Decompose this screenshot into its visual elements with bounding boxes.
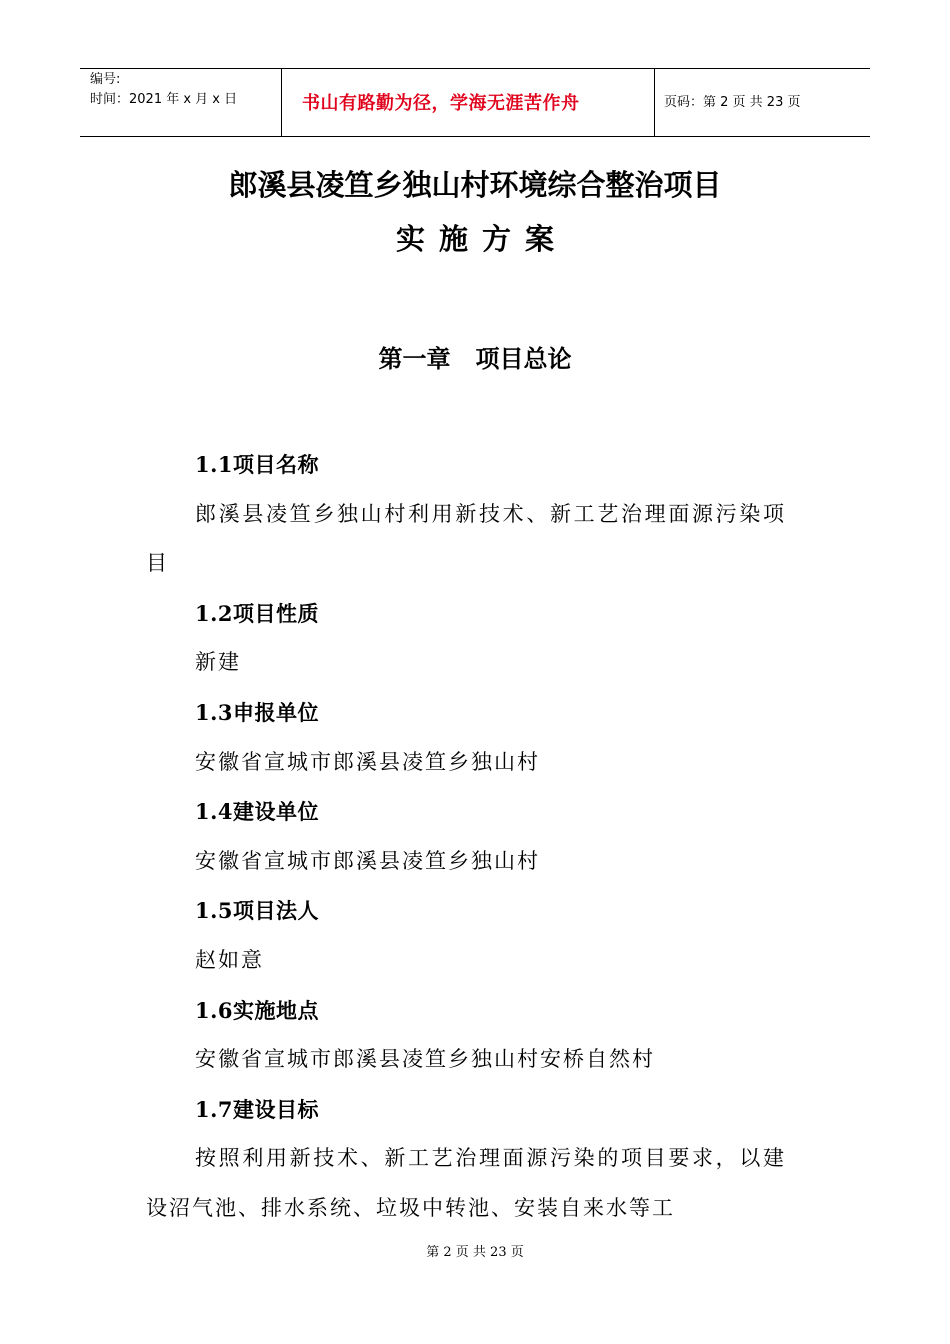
section-body: 安徽省宣城市郎溪县凌笪乡独山村安桥自然村: [195, 1047, 655, 1072]
section-1-4: [146, 787, 786, 886]
section-heading: 1.2项目性质: [195, 600, 320, 626]
section-heading: 1.1项目名称: [195, 452, 320, 477]
header-time-label: 时间：2021 年 x 月 x 日: [90, 92, 238, 107]
section-body: 赵如意: [195, 947, 264, 972]
header-motto: 书山有路勤为径，学海无涯苦作舟: [302, 93, 580, 114]
section-heading: 1.5项目法人: [195, 898, 320, 924]
header-number-label: 编号:: [90, 72, 121, 87]
document-title: 郎溪县凌笪乡独山村环境综合整治项目: [228, 168, 722, 202]
document-body: [146, 440, 786, 1234]
section-heading: 1.7建设目标: [195, 1096, 320, 1122]
section-1-2: [146, 589, 786, 688]
header-top-rule: [80, 68, 870, 69]
section-body: 新建: [195, 650, 241, 675]
header-divider-left: [281, 68, 282, 136]
section-1-5: [146, 886, 786, 985]
section-body: 按照利用新技术、新工艺治理面源污染的项目要求，以建设沼气池、排水系统、垃圾中转池、安装自来水等工: [146, 1146, 786, 1220]
section-1-1: [146, 440, 786, 589]
header-page-info: 页码：第 2 页 共 23 页: [664, 95, 801, 110]
page-footer: 第 2 页 共 23 页: [426, 1245, 524, 1260]
header-divider-right: [654, 68, 655, 136]
section-body: 郎溪县凌笪乡独山村利用新技术、新工艺治理面源污染项目: [146, 501, 786, 576]
section-1-7: [146, 1085, 786, 1234]
section-body: 安徽省宣城市郎溪县凌笪乡独山村: [195, 749, 540, 774]
document-subtitle: 实施方案: [395, 222, 568, 256]
section-heading: 1.3申报单位: [195, 699, 320, 725]
section-body: 安徽省宣城市郎溪县凌笪乡独山村: [195, 848, 540, 873]
section-heading: 1.6实施地点: [195, 997, 320, 1023]
chapter-title: 第一章 项目总论: [378, 344, 572, 373]
section-heading: 1.4建设单位: [195, 799, 320, 825]
section-1-6: [146, 986, 786, 1085]
section-1-3: [146, 688, 786, 787]
header-bottom-rule: [80, 136, 870, 137]
